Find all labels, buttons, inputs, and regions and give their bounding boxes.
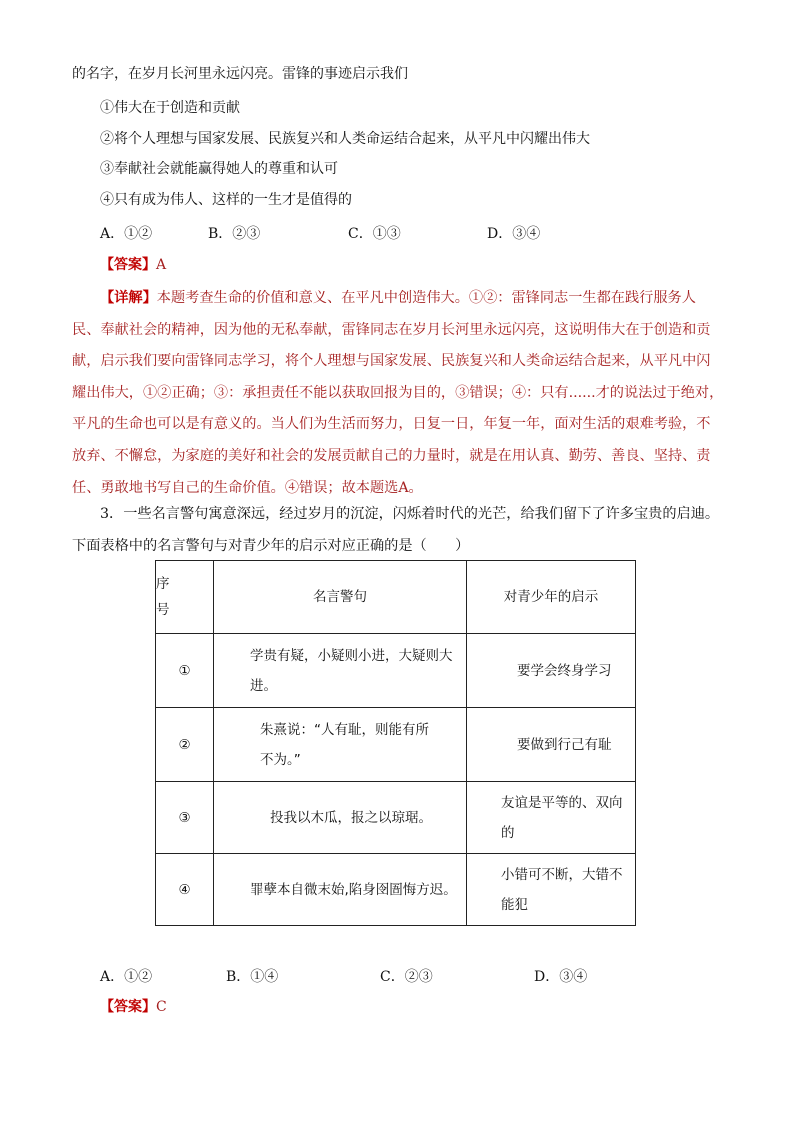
header-seq: 序号 [156, 561, 214, 634]
q2-option-d: D．③④ [487, 226, 541, 242]
q3-stem [72, 499, 724, 562]
table-row [156, 854, 636, 926]
q2-option-a: A．①② [100, 226, 153, 242]
q2-explanation [72, 283, 724, 504]
statement-3: ③奉献社会就能赢得她人的尊重和认可 [100, 161, 338, 177]
row-insight: 要学会终身学习 [467, 634, 636, 708]
q3-answer [100, 997, 167, 1017]
quotes-table [155, 560, 636, 926]
statement-2: ②将个人理想与国家发展、民族复兴和人类命运结合起来，从平凡中闪耀出伟大 [100, 131, 590, 147]
statement-1: ①伟大在于创造和贡献 [100, 100, 240, 116]
q3-option-b: B．①④ [226, 969, 279, 985]
row-seq: ① [156, 634, 214, 708]
row-insight: 要做到行己有耻 [467, 708, 636, 782]
statement-4: ④只有成为伟人、这样的一生才是值得的 [100, 192, 352, 208]
row-insight: 小错可不断，大错不能犯 [467, 854, 636, 926]
q3-option-d: D．③④ [534, 969, 588, 985]
answer-label: 【答案】 [100, 257, 156, 273]
q2-option-c: C．①③ [348, 226, 401, 242]
table-row [156, 634, 636, 708]
row-seq: ② [156, 708, 214, 782]
row-quote: 投我以木瓜，报之以琼琚。 [214, 782, 467, 854]
row-quote: 朱熹说：“人有耻，则能有所不为。” [214, 708, 467, 782]
q2-option-b: B．②③ [208, 226, 261, 242]
header-insight: 对青少年的启示 [467, 561, 636, 634]
table-row [156, 782, 636, 854]
row-quote: 学贵有疑，小疑则小进，大疑则大进。 [214, 634, 467, 708]
q2-answer [100, 255, 166, 275]
answer-value: A [156, 257, 167, 273]
row-seq: ③ [156, 782, 214, 854]
answer-value: C [156, 999, 167, 1015]
row-seq: ④ [156, 854, 214, 926]
intro-tail: 的名字，在岁月长河里永远闪亮。雷锋的事迹启示我们 [72, 66, 408, 82]
q3-option-a: A．①② [100, 969, 153, 985]
table-row [156, 708, 636, 782]
table-header-row [156, 561, 636, 634]
q3-option-c: C．②③ [380, 969, 433, 985]
row-insight: 友谊是平等的、双向的 [467, 782, 636, 854]
header-quote: 名言警句 [214, 561, 467, 634]
detail-label: 【详解】 [100, 290, 157, 306]
row-quote: 罪孽本自微末始,陷身囹圄悔方迟。 [214, 854, 467, 926]
detail-text: 本题考查生命的价值和意义、在平凡中创造伟大。①②：雷锋同志一生都在践行服务人民、奉献社会的精神，因为他的无私奉献，雷锋同志在岁月长河里永远闪亮，这说明伟大在于创造和贡献，启示我们要向雷锋同志学习，将个人理想与国家发展、民族复兴和人类命运结合起来，从平凡中闪耀出伟大，①②正确；③：承担责任不能以获取回报为目的，③错误；④：只有......才的说法过于绝对，平凡的生命也可以是有意义的。当人们为生活而努力，日复一日，年复一年，面对生活的艰难考验，不放弃、不懈怠，为家庭的美好和社会的发展贡献自己的力量时，就是在用认真、勤劳、善良、坚持、责任、勇敢地书写自己的生命价值。④错误；故本题选A。 [72, 290, 724, 496]
q3-stem-text: 3．一些名言警句寓意深远，经过岁月的沉淀，闪烁着时代的光芒，给我们留下了许多宝贵的启迪。下面表格中的名言警句与对青少年的启示对应正确的是（ ） [72, 506, 720, 554]
answer-label: 【答案】 [100, 999, 156, 1015]
